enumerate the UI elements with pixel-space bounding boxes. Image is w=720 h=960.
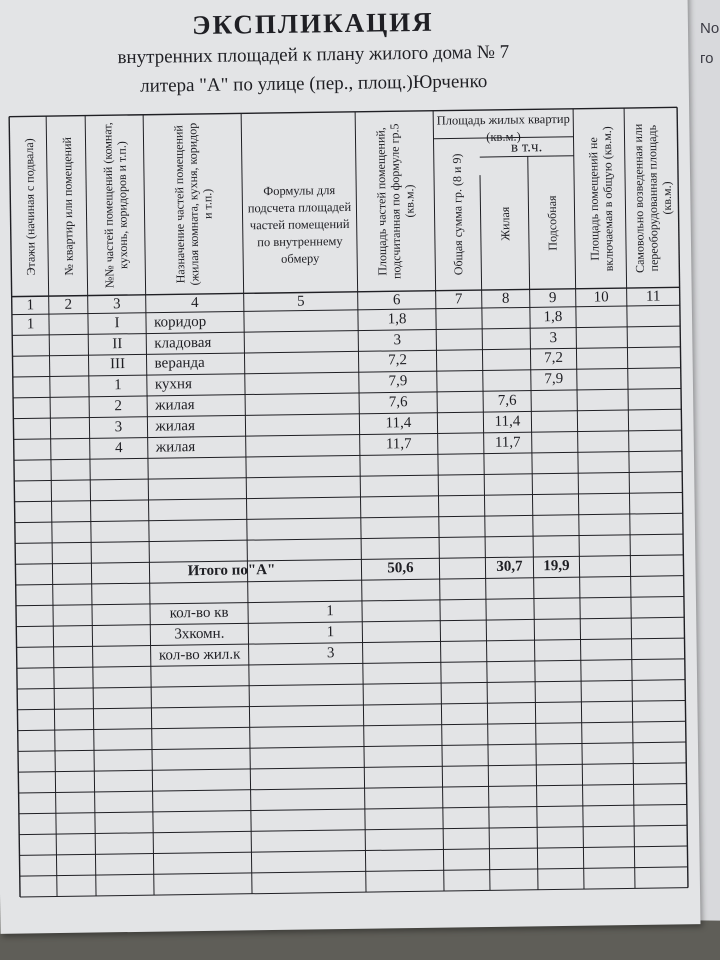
cell-auxiliary bbox=[532, 432, 578, 453]
grid-line bbox=[19, 784, 687, 793]
summary-value: 1 bbox=[326, 624, 335, 641]
header-apartment-no: № квартир или помещений bbox=[58, 136, 75, 276]
column-number: 7 bbox=[454, 290, 463, 307]
grid-line bbox=[14, 472, 682, 481]
column-number: 4 bbox=[190, 294, 199, 311]
summary-label: кол-во жил.к bbox=[158, 646, 241, 664]
column-number: 8 bbox=[501, 290, 510, 307]
cell-living: 11,7 bbox=[494, 434, 521, 451]
grid-line bbox=[15, 534, 683, 543]
cell-part-no: III bbox=[110, 356, 126, 373]
edge-text-2: го bbox=[700, 50, 714, 67]
header-total-sum: Общая сумма гр. (8 и 9) bbox=[449, 153, 466, 276]
cell-auxiliary: 7,2 bbox=[544, 350, 564, 367]
cell-auxiliary: 3 bbox=[549, 329, 558, 346]
document-subtitle-2: литера "А" по улице (пер., площ.)Юрченко bbox=[140, 70, 488, 97]
summary-label: 3хкомн. bbox=[174, 625, 225, 643]
cell-area: 11,4 bbox=[385, 414, 412, 432]
header-auxiliary: Подсобная bbox=[544, 194, 560, 251]
edge-text-1: No bbox=[700, 20, 720, 37]
document-title: ЭКСПЛИКАЦИЯ bbox=[191, 6, 434, 41]
grid-line bbox=[19, 846, 687, 855]
header-excluded: Площадь помещений не включаемая в общую (кв.м.) bbox=[584, 125, 615, 271]
cell-purpose: веранда bbox=[154, 355, 205, 373]
grid-line bbox=[19, 804, 687, 813]
total-auxiliary: 19,9 bbox=[543, 558, 570, 575]
header-formulas: Формулы для подсчета площадей частей помещений по внутреннему обмеру bbox=[247, 183, 352, 266]
header-living: Жилая bbox=[497, 206, 512, 241]
header-unauthorized: Самовольно возведенная или переоборудованная площадь (кв.м.) bbox=[629, 123, 674, 273]
cell-living: 7,6 bbox=[497, 392, 517, 409]
cell-part-no: 3 bbox=[114, 418, 123, 436]
grid-line bbox=[18, 742, 686, 751]
cell-part-no: 2 bbox=[114, 398, 123, 415]
column-number: 6 bbox=[392, 291, 401, 308]
cell-auxiliary bbox=[531, 390, 577, 411]
column-number: 1 bbox=[26, 296, 35, 313]
summary-value: 3 bbox=[326, 644, 335, 661]
cell-part-no: II bbox=[112, 335, 123, 352]
cell-living bbox=[482, 328, 530, 349]
cell-floor bbox=[14, 439, 51, 460]
cell-floor bbox=[13, 376, 50, 397]
cell-area: 3 bbox=[393, 331, 402, 348]
cell-purpose: жилая bbox=[155, 438, 196, 456]
grid-line bbox=[20, 888, 688, 897]
cell-area: 11,7 bbox=[385, 435, 412, 453]
cell-floor bbox=[13, 418, 50, 439]
grid-line bbox=[20, 867, 688, 876]
cell-living bbox=[483, 370, 531, 391]
cell-purpose: коридор bbox=[153, 313, 207, 331]
grid-line bbox=[19, 825, 687, 834]
grid-line bbox=[18, 721, 686, 730]
cell-purpose: кухня bbox=[154, 376, 193, 393]
cell-part-no: 1 bbox=[114, 377, 122, 394]
column-number: 3 bbox=[112, 295, 121, 312]
cell-area: 1,8 bbox=[387, 311, 407, 328]
total-living: 30,7 bbox=[496, 559, 523, 576]
cell-part-no: 4 bbox=[114, 439, 123, 456]
cell-auxiliary: 7,9 bbox=[544, 371, 564, 388]
document-subtitle-1: внутренних площадей к плану жилого дома № 7 bbox=[117, 41, 510, 69]
cell-auxiliary: 1,8 bbox=[543, 308, 563, 326]
cell-area: 7,2 bbox=[388, 352, 408, 369]
column-number: 10 bbox=[593, 288, 609, 305]
cell-living bbox=[482, 307, 530, 328]
summary-value: 1 bbox=[326, 603, 334, 620]
cell-area: 7,6 bbox=[388, 394, 408, 411]
total-label: Итого по"А" bbox=[187, 562, 276, 580]
cell-floor bbox=[12, 335, 49, 356]
grid-line bbox=[15, 513, 683, 522]
grid-line bbox=[18, 763, 686, 772]
header-part-no: №№ частей помещений (комнат, кухонь, коридоров и т.п.) bbox=[100, 122, 131, 289]
cell-area: 7,9 bbox=[388, 373, 408, 390]
cell-purpose: жилая bbox=[155, 417, 196, 435]
cell-floor: 1 bbox=[26, 316, 35, 333]
cell-floor bbox=[13, 397, 50, 418]
grid-line bbox=[677, 107, 688, 887]
column-number: 5 bbox=[296, 293, 305, 310]
grid-line bbox=[17, 700, 685, 709]
cell-living bbox=[482, 349, 530, 370]
cell-part-no: I bbox=[114, 315, 120, 332]
cell-floor bbox=[12, 356, 49, 377]
header-floors: Этажи (начиная с подвала) bbox=[20, 137, 37, 276]
header-living-group: Площадь жилых квартир (кв.м.) bbox=[436, 111, 570, 144]
column-number: 9 bbox=[548, 289, 557, 306]
grid-line bbox=[15, 492, 683, 501]
summary-label: кол-во кв bbox=[169, 604, 229, 622]
cell-auxiliary bbox=[531, 411, 577, 432]
header-including: в т.ч. bbox=[510, 138, 543, 156]
header-purpose: Назначение частей помещений (жилая комната, кухня, коридор и т.п.) bbox=[171, 122, 215, 286]
grid-line bbox=[17, 680, 685, 689]
header-area-parts: Площадь частей помещений, подсчитанная по формуле гр.5 (кв.м.) bbox=[373, 123, 417, 280]
cell-purpose: кладовая bbox=[154, 334, 212, 352]
cell-living: 11,4 bbox=[494, 413, 521, 430]
total-area: 50,6 bbox=[387, 560, 414, 577]
column-number: 2 bbox=[64, 296, 73, 313]
column-number: 11 bbox=[645, 288, 661, 305]
cell-purpose: жилая bbox=[155, 397, 195, 414]
